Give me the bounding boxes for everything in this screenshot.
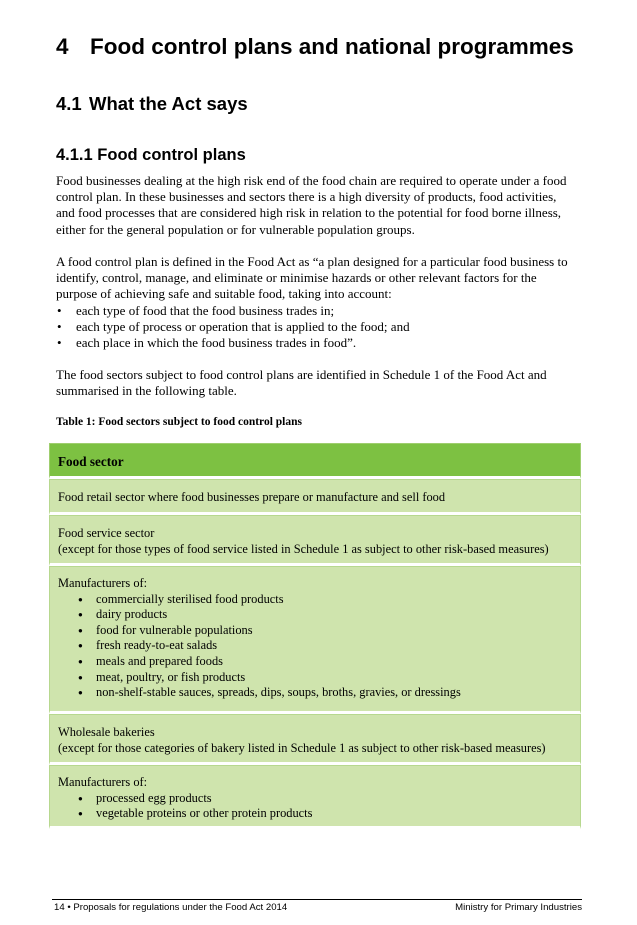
- paragraph-high-risk: Food businesses dealing at the high risk end of the food chain are required to operate under a food control plan. In these businesses and sectors there is a high diversity of products, food activities, and food processes that are considered high risk in relation to the potential for food borne illness, either for the general population or for vulnerable population groups.: [56, 173, 567, 237]
- list-item: ● fresh ready-to-eat salads: [58, 638, 572, 654]
- paragraph-definition: [56, 254, 576, 351]
- row-text: Manufacturers of:: [58, 775, 148, 789]
- row-text: Food retail sector where food businesses prepare or manufacture and sell food: [58, 490, 446, 504]
- list-item: ● meat, poultry, or fish products: [58, 670, 572, 686]
- row-text: Wholesale bakeries: [58, 725, 155, 739]
- definition-item: • each type of food that the food business trades in;: [56, 303, 576, 319]
- paragraph-schedule: The food sectors subject to food control plans are identified in Schedule 1 of the Food Act and summarised in the following table.: [56, 367, 547, 399]
- manufacturers-list: [58, 791, 572, 822]
- table-row: [49, 479, 581, 515]
- row-text: Manufacturers of:: [58, 576, 148, 590]
- section-heading: [56, 93, 248, 115]
- table-row: [49, 714, 581, 765]
- footer-page-info: 14 • Proposals for regulations under the Food Act 2014: [54, 902, 288, 913]
- row-note: (except for those types of food service listed in Schedule 1 as subject to other risk-based measures): [58, 541, 549, 556]
- table-header: Food sector: [49, 443, 581, 479]
- section-number: 4.1: [56, 93, 82, 114]
- footer-divider: [52, 899, 582, 900]
- list-item: ● food for vulnerable populations: [58, 623, 572, 639]
- chapter-heading: [56, 34, 574, 60]
- list-item: ● commercially sterilised food products: [58, 592, 572, 608]
- definition-list: [56, 303, 576, 352]
- manufacturers-list: [58, 592, 572, 701]
- list-item: ● non-shelf-stable sauces, spreads, dips, soups, broths, gravies, or dressings: [58, 685, 572, 701]
- table-row: [49, 515, 581, 566]
- definition-item: • each place in which the food business trades in food”.: [56, 335, 576, 351]
- footer-publisher: Ministry for Primary Industries: [455, 902, 582, 913]
- list-item: ● processed egg products: [58, 791, 572, 807]
- list-item: ● meals and prepared foods: [58, 654, 572, 670]
- definition-intro: A food control plan is defined in the Food Act as “a plan designed for a particular food business to identify, control, manage, and eliminate or minimise hazards or other relevant factors for the purpose of achieving safe and suitable food, taking into account:: [56, 254, 568, 302]
- list-item: ● dairy products: [58, 607, 572, 623]
- table-caption: Table 1: Food sectors subject to food control plans: [56, 416, 302, 428]
- table-row: [49, 765, 581, 829]
- row-note: (except for those categories of bakery listed in Schedule 1 as subject to other risk-based measures): [58, 740, 546, 755]
- subsection-heading: 4.1.1 Food control plans: [56, 146, 246, 164]
- table-row: [49, 566, 581, 714]
- chapter-number: 4: [56, 34, 69, 59]
- definition-item: • each type of process or operation that is applied to the food; and: [56, 319, 576, 335]
- food-sector-table: [49, 443, 581, 829]
- row-text: Food service sector: [58, 526, 155, 540]
- list-item: ● vegetable proteins or other protein products: [58, 806, 572, 822]
- section-title: What the Act says: [89, 93, 248, 114]
- chapter-title: Food control plans and national programmes: [90, 34, 574, 59]
